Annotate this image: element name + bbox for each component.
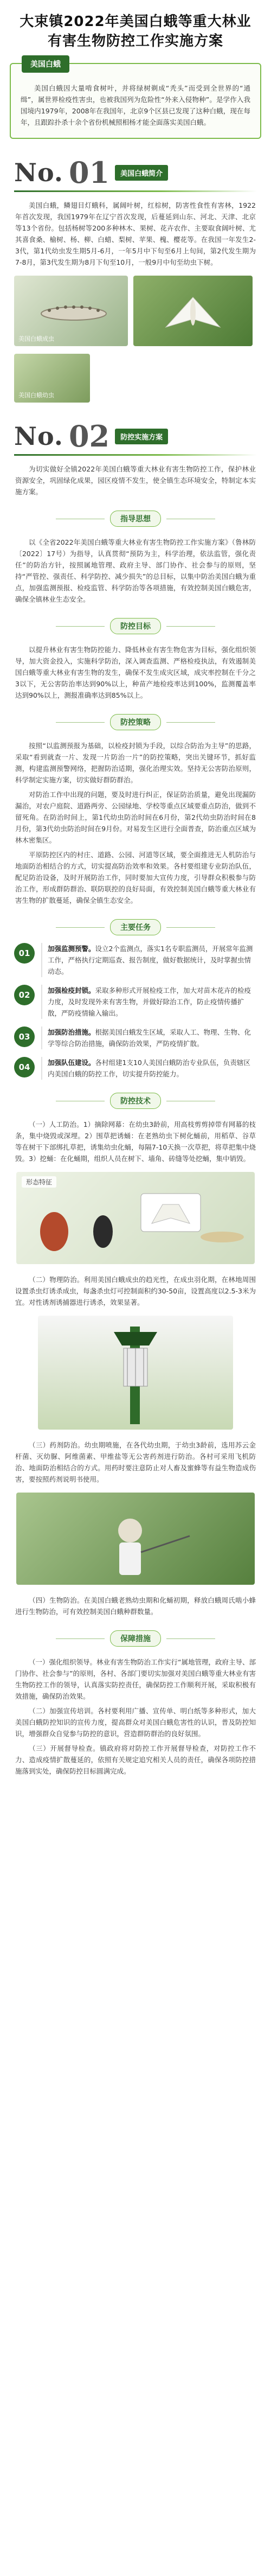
morphology-image xyxy=(16,1172,255,1264)
divider-left xyxy=(56,722,105,723)
safeguard-heading-label: 保障措施 xyxy=(110,1630,161,1647)
divider-right xyxy=(166,626,215,627)
task-number-badge: 01 xyxy=(14,943,35,964)
strategy-p3: 平原防控区内的村庄、道路、公园、河道等区域，要全面推进无人机防治与地面防治相结合的方式，切实提高防治效率和效果。各村要组建专业防治队伍，配足防治设备，及时开展防治工作，同时要加大宣传力度，引导群众积极参与防治工作，形成群防群治、联防联控的良好局面，有效控制美国白蛾等重大林业有害生物的扩散蔓延，确保全镇生态安全。 xyxy=(15,851,256,904)
task-body xyxy=(41,1026,257,1049)
tech-body-3 xyxy=(15,1439,256,1485)
section-02-intro: 为切实做好全镇2022年美国白蛾等重大林业有害生物防控工作，保护林业资源安全，巩固绿化成果，园区疫情不发生，使全镇生态环境安全，特制定本实施方案。 xyxy=(15,465,256,496)
tech-body-1 xyxy=(15,1119,256,1164)
goal-heading-label: 防控目标 xyxy=(110,618,161,634)
divider-left xyxy=(56,927,105,928)
tech-body-4 xyxy=(15,1595,256,1617)
tech-body-2 xyxy=(15,1274,256,1308)
task-item-4 xyxy=(14,1057,257,1080)
guide-text: 以《全省2022年美国白蛾等重大林业有害生物防控工作实施方案》（鲁林防〔2022〕17号）为指导，认真贯彻“预防为主，科学治理，依法监管，强化责任”的防治方针，按照属地管理、政府主导、部门协作、社会参与的原则，坚持“严管控、强责任、科学防控、减少损失”的总目标，以集中防治美国白蛾为重点，加强监测预报、检疫监管、科学防治等各项措施，有效控制美国白蛾危害，确保全镇林业生态安全。 xyxy=(15,538,256,603)
task-item-3 xyxy=(14,1026,257,1049)
spraying-image xyxy=(16,1493,255,1585)
divider-right xyxy=(166,927,215,928)
section-01-paragraph: 美国白蛾，鳞翅目灯蛾科，属阔叶树，红棕树，防害性食性有害林，1922年首次发现，我国1979年在辽宁首次发现，后蔓延到山东、河北、天津、北京等13个省份。包括杨树等200多种林木、果树、花卉农作、主要取食阔叶树、尤其喜食桑、榆树、杨、柳、白蜡、梨树、苹果、槐、樱花等。在我国一年发生2-3代，第1代幼虫发生期5月-6月，一年5月中下旬至6月上旬间，第2代发生期为7-8月，第3代发生期为8月下旬至10月，一般9月中旬至幼虫下树。 xyxy=(15,201,256,266)
task-item-2 xyxy=(14,985,257,1019)
intro-section xyxy=(10,60,261,139)
strategy-p2: 对防治工作中出现的问题，要及时进行纠正，保证防治质量，避免出现漏防漏治，对农户庭院、道路两旁、公园绿地、学校等重点区域要重点防治，做到不留死角。在防治时间上，第1代幼虫防治时间在6月份，第2代幼虫防治时间在8月份，第3代幼虫防治时间在9月份。对易发生区进行全面普查，防治重点区域为林木密集区。 xyxy=(15,790,256,844)
section-02-no: No. xyxy=(14,422,63,451)
section-01-num: 01 xyxy=(68,155,110,190)
section-02-bar xyxy=(14,454,257,456)
spraying-illustration xyxy=(16,1493,255,1585)
safeguard-p2: （二）加强宣传培训。各村要利用广播、宣传单、明白纸等多种形式，加大美国白蛾防控知识的宣传力度，提高群众对美国白蛾危害性的认识，普及防控知识，增强群众自觉参与防控的意识，营造群防群治的良好氛围。 xyxy=(15,1707,256,1738)
strategy-body xyxy=(15,740,256,906)
strategy-heading-label: 防控策略 xyxy=(110,714,161,730)
intro-text: 美国白蛾因大量啃食树叶，并将绿树剃成“秃头”而受到全世界的“通缉”，属世界检疫性害虫，也被我国列为危险性“外来入侵物种”。是学作入我国境内1979年，2008年在我国年，北京9个区县已发现了这种白蛾，现在每年，且跟踪扑杀十余个省份机械照相杨才能全面落实美国白蛾。 xyxy=(21,84,250,126)
task-title: 加强队伍建设。 xyxy=(48,1059,95,1067)
insect-lamp-illustration xyxy=(38,1316,233,1430)
safeguard-p1: （一）强化组织领导。林业有害生物防治工作实行“属地管理，政府主导、部门协作、社会参与”的原则，各村、各部门要切实加强对美国白蛾等重大林业有害生物防控工作的领导，认真落实防控责任，确保防控工作顺利开展，采取积极有效措施，确保防治效果。 xyxy=(15,1658,256,1700)
task-number-badge: 02 xyxy=(14,985,35,1005)
goal-heading xyxy=(0,618,271,634)
task-title: 加强监测预警。 xyxy=(48,945,95,953)
tech-p4: （四）生物防治。在美国白蛾老熟幼虫期和化蛹初期，释放白蛾周氏啮小蜂进行生物防治，可有效控制美国白蛾种群数量。 xyxy=(15,1596,256,1616)
section-01-photos xyxy=(14,276,257,346)
tech-p1: （一）人工防治。1）摘除网幕：在幼虫3龄前，用高枝剪剪掉带有网幕的枝条，集中烧毁或深埋。2）围草把诱蛹：在老熟幼虫下树化蛹前，用稻草、谷草等在树干下部绑扎草把，诱集幼虫化蛹，每隔7-10天换一次草把，将草把集中烧毁。3）挖蛹：在化蛹期，组织人员在树下、墙角、砖缝等处挖蛹，集中销毁。 xyxy=(15,1120,256,1163)
section-01-photos-2 xyxy=(14,354,257,403)
task-title: 加强防治措施。 xyxy=(48,1028,95,1036)
intro-tag: 美国白蛾 xyxy=(22,55,69,73)
tasks-heading xyxy=(0,919,271,935)
tech-p3: （三）药剂防治。幼虫期喷施，在各代幼虫期，于幼虫3龄前，选用苏云金杆菌、灭幼脲、阿维菌素、甲维盐等无公害药剂进行防治。各村可采用飞机防治、地面防治相结合的方式。用药时要注意防止对人畜及蜜蜂等有益生物造成伤害，要按照药剂说明书使用。 xyxy=(15,1441,256,1483)
strategy-heading xyxy=(0,714,271,730)
insect-lamp-image xyxy=(38,1316,233,1430)
intro-frame xyxy=(10,60,261,139)
section-01-bar xyxy=(14,190,257,192)
section-01-label: 美国白蛾简介 xyxy=(115,165,168,181)
guide-heading xyxy=(0,511,271,527)
section-02-num: 02 xyxy=(68,419,110,454)
safeguard-p3: （三）开展督导检查。镇政府将对防控工作开展督导检查，对防控工作不力、造成疫情扩散蔓延的，依照有关规定追究相关人员的责任，确保各项防控措施落到实处，确保防控目标圆满完成。 xyxy=(15,1744,256,1775)
guide-heading-label: 指导思想 xyxy=(110,511,161,527)
moth-photo xyxy=(133,276,253,346)
tech-heading-label: 防控技术 xyxy=(110,1093,161,1109)
task-number-badge: 04 xyxy=(14,1057,35,1077)
task-text: 各村组建1支10人美国白蛾防治专业队伍，负责辖区内美国白蛾的防控工作，切实提升防控能力。 xyxy=(48,1059,250,1078)
strategy-p1: 按照“以监测预报为基础，以检疫封锁为手段，以综合防治为主导”的思路，采取“看到就查一片、发现一片防治一片”的防控策略，突出关键环节，抓好监测，构建监测预警网络，把握防治适期，强化治理实效。坚持无公害防治原则，科学制定实施方案，切实做好群防群治。 xyxy=(15,742,256,784)
safeguard-heading xyxy=(0,1630,271,1647)
divider-left xyxy=(56,626,105,627)
page-title: 大束镇2022年美国白蛾等重大林业有害生物防控工作实施方案 xyxy=(20,14,251,49)
morphology-caption: 形态特征 xyxy=(22,1176,56,1188)
section-02-heading xyxy=(14,419,257,454)
goal-text: 以提升林业有害生物防控能力、降低林业有害生物危害为目标，强化组织领导，加大资金投入，实施科学防治，深入调查监测、严格检疫执法，有效遏制美国白蛾等重大林业有害生物的发生，确保不发生成灾区域，成灾率控制在千分之3以下，无公害防治率达到90%以上，种苗产地检疫率达到100%，监测覆盖率达到90%以上，测报准确率达到85%以上。 xyxy=(15,646,256,699)
task-body xyxy=(41,943,257,977)
task-text: 采取多种形式开展检疫工作，加大对苗木花卉的检疫力度，及时发现外来有害生物，并做好除治工作，防止疫情传播扩散，严防疫情输入输出。 xyxy=(48,986,251,1017)
photo-caption-1: 美国白蛾成虫 xyxy=(18,335,54,342)
divider-right xyxy=(166,1638,215,1639)
section-01-no: No. xyxy=(14,158,63,187)
divider-right xyxy=(166,722,215,723)
section-01-body xyxy=(15,200,256,268)
divider-left xyxy=(56,1638,105,1639)
moth-illustration xyxy=(133,276,253,346)
task-body xyxy=(41,1057,257,1080)
safeguard-body xyxy=(15,1656,256,1777)
task-item-1 xyxy=(14,943,257,977)
goal-body xyxy=(15,644,256,701)
task-body xyxy=(41,985,257,1019)
larva-photo xyxy=(14,354,90,403)
task-text: 设立2个监测点，落实1名专职监测员，开展常年监测工作，严格执行定期巡查、报告制度，做好数据统计，及时掌握虫情动态。 xyxy=(48,945,253,975)
photo-caption-2: 美国白蛾幼虫 xyxy=(18,392,54,399)
moth-adult-photo xyxy=(14,276,128,346)
guide-body xyxy=(15,537,256,605)
task-title: 加强检疫封锁。 xyxy=(48,986,95,994)
task-text: 根据美国白蛾发生区域，采取人工、物理、生物、化学等综合防治措施，确保防治效果，严防疫情扩散。 xyxy=(48,1028,251,1048)
section-02-label: 防控实施方案 xyxy=(115,429,168,444)
tech-p2: （二）物理防治。利用美国白蛾成虫的趋光性，在成虫羽化期，在林地周围设置杀虫灯诱杀成虫，每盏杀虫灯可控制面积约30-50亩，设置高度以2.5-3米为宜。对性诱剂诱捕器进行诱杀，效果显著。 xyxy=(15,1276,256,1306)
section-01-heading xyxy=(14,155,257,190)
tech-heading xyxy=(0,1093,271,1109)
task-number-badge: 03 xyxy=(14,1026,35,1047)
tasks-heading-label: 主要任务 xyxy=(110,919,161,935)
section-02-body xyxy=(15,463,256,498)
